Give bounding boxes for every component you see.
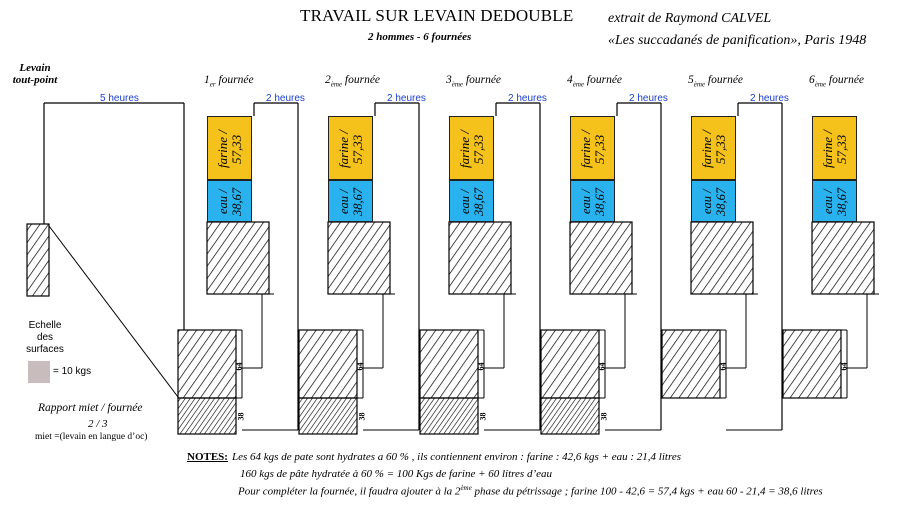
tick-label-bottom: 38 [236, 412, 246, 421]
farine-label: farine / 57,33 [215, 130, 244, 168]
tick-label-top: 64 [234, 362, 244, 371]
miet-block [420, 330, 478, 398]
scale-label-line3: surfaces [26, 344, 64, 355]
farine-label: farine / 57,33 [820, 130, 849, 168]
farine-block [570, 116, 615, 180]
fournee-block [541, 398, 599, 434]
fournee-suffix: ème [572, 80, 585, 89]
scale-label-line1: Echelle [28, 320, 62, 331]
dough-block [691, 222, 753, 294]
tick-label-top: 64 [476, 362, 486, 371]
credit-author: extrait de Raymond CALVEL [608, 11, 772, 26]
dough-block [328, 222, 390, 294]
tick-label-bottom: 38 [599, 412, 609, 421]
levain-label-line1: Levain [19, 62, 51, 74]
fournee-word: fournée [584, 74, 623, 86]
notes-line3-a: Pour compléter la fournée, il faudra ajouter à la 2 [238, 485, 461, 498]
duration-2h: 2 heures [629, 93, 668, 104]
notes-line3 [238, 484, 823, 498]
fournee-block [299, 398, 357, 434]
eau-label: eau / 38,67 [216, 187, 244, 217]
fournee-block [420, 398, 478, 434]
duration-2h: 2 heures [508, 93, 547, 104]
scale-label-line2: des [36, 332, 54, 343]
fournee-suffix: er [209, 80, 216, 89]
fournee-suffix: ème [330, 80, 343, 89]
notes-heading: NOTES: [187, 451, 228, 463]
fournee-label [446, 74, 501, 88]
credit-source: «Les succadanés de panification», Paris 1948 [608, 33, 867, 48]
dough-block [570, 222, 632, 294]
tick-label-top: 64 [597, 362, 607, 371]
ratio-value: 2 / 3 [88, 418, 108, 430]
fournee-word: fournée [463, 74, 502, 86]
fournee-suffix: ème [814, 80, 827, 89]
scale-swatch [28, 361, 50, 383]
dough-block [449, 222, 511, 294]
fournee-word: fournée [342, 74, 381, 86]
scale-value: = 10 kgs [53, 366, 92, 377]
notes-line3-b: phase du pétrissage ; farine 100 - 42,6 = 57,4 kgs + eau 60 - 21,4 = 38,6 litres [471, 485, 823, 498]
farine-label: farine / 57,33 [457, 130, 486, 168]
eau-block [449, 180, 494, 222]
fournee-number: 1 [204, 74, 210, 86]
tick-label-top: 64 [355, 362, 365, 371]
fournee-number: 2 [325, 74, 331, 86]
notes-line2: 160 kgs de pâte hydratée à 60 % = 100 Kgs de farine + 60 litres d’eau [240, 468, 553, 480]
eau-block [207, 180, 252, 222]
fournee-label [567, 74, 622, 88]
tick-label-bottom: 38 [478, 412, 488, 421]
duration-2h: 2 heures [266, 93, 305, 104]
farine-block [449, 116, 494, 180]
notes-line3-sup: ème [460, 484, 472, 492]
tick-label-top: 64 [718, 362, 728, 371]
fournee-suffix: ème [451, 80, 464, 89]
farine-block [207, 116, 252, 180]
miet-block [178, 330, 236, 398]
farine-label: farine / 57,33 [578, 130, 607, 168]
eau-label: eau / 38,67 [458, 187, 486, 217]
fournee-word: fournée [215, 74, 254, 86]
eau-block [691, 180, 736, 222]
scale-label [22, 320, 68, 356]
fournee-word: fournée [826, 74, 865, 86]
farine-label: farine / 57,33 [336, 130, 365, 168]
fournee-label [325, 74, 380, 88]
notes-line1: Les 64 kgs de pate sont hydrates a 60 % , ils contiennent environ : farine : 42,6 kgs + eau : 21,4 litres [232, 451, 681, 463]
eau-label: eau / 38,67 [579, 187, 607, 217]
farine-block [328, 116, 373, 180]
fournee-number: 3 [446, 74, 452, 86]
eau-block [812, 180, 857, 222]
miet-block [299, 330, 357, 398]
fournee-label [688, 74, 743, 88]
fournee-word: fournée [705, 74, 744, 86]
eau-label: eau / 38,67 [700, 187, 728, 217]
tick-label-top: 64 [839, 362, 849, 371]
fournee-block [178, 398, 236, 434]
farine-block [691, 116, 736, 180]
page-title: TRAVAIL SUR LEVAIN DEDOUBLE [300, 6, 574, 25]
eau-block [328, 180, 373, 222]
fournee-number: 4 [567, 74, 573, 86]
duration-2h: 2 heures [750, 93, 789, 104]
page-subtitle: 2 hommes - 6 fournées [368, 31, 472, 43]
duration-2h: 2 heures [387, 93, 426, 104]
duration-5h: 5 heures [100, 93, 139, 104]
ratio-note: miet =(levain en langue d’oc) [35, 432, 148, 442]
dough-block [207, 222, 269, 294]
fournee-label [204, 74, 254, 88]
eau-label: eau / 38,67 [337, 187, 365, 217]
fournee-label [809, 74, 864, 88]
tick-label-bottom: 38 [357, 412, 367, 421]
ratio-label: Rapport miet / fournée [38, 402, 143, 414]
miet-block [541, 330, 599, 398]
miet-block [662, 330, 720, 398]
eau-block [570, 180, 615, 222]
fournee-suffix: ème [693, 80, 706, 89]
eau-label: eau / 38,67 [821, 187, 849, 217]
farine-label: farine / 57,33 [699, 130, 728, 168]
fournee-number: 6 [809, 74, 815, 86]
miet-block [783, 330, 841, 398]
fournee-number: 5 [688, 74, 694, 86]
farine-block [812, 116, 857, 180]
dough-block [812, 222, 874, 294]
levain-label-line2: tout-point [12, 74, 58, 86]
levain-block [27, 224, 49, 296]
